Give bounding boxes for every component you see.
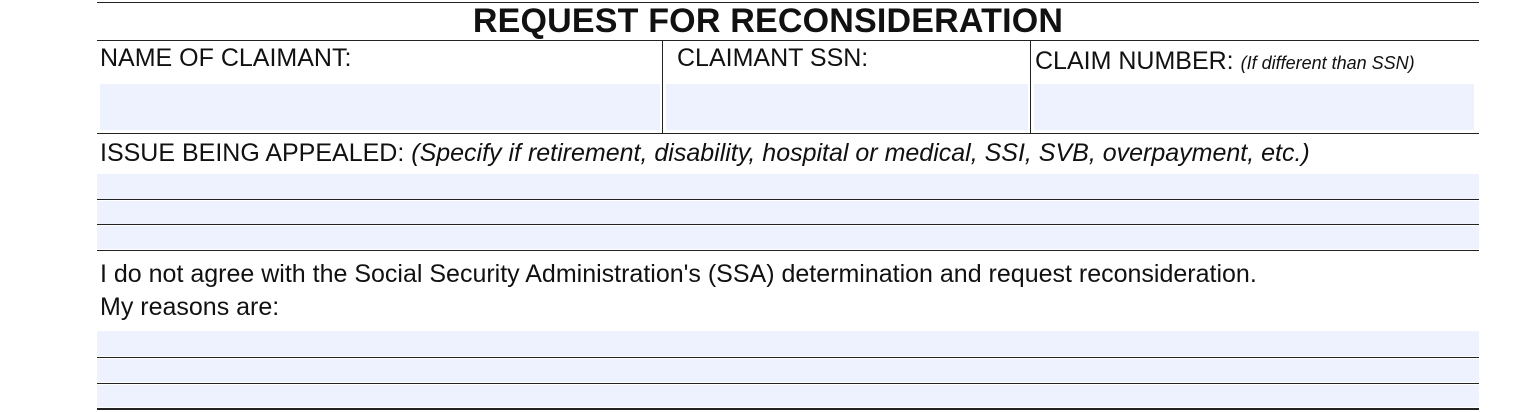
- issue-being-appealed-note: (Specify if retirement, disability, hospital or medical, SSI, SVB, overpayment, etc.): [411, 139, 1310, 167]
- reconsideration-statement: [100, 258, 1257, 324]
- statement-line-1: I do not agree with the Social Security Administration's (SSA) determination and request reconsideration.: [100, 260, 1257, 288]
- column-divider-1: [662, 40, 663, 134]
- form-bottom-border: [97, 408, 1479, 410]
- issue-rule-1: [97, 199, 1479, 200]
- reason-line-1[interactable]: [97, 331, 1479, 356]
- reason-line-2[interactable]: [97, 359, 1479, 382]
- statement-line-2: My reasons are:: [100, 293, 280, 321]
- issue-line-1[interactable]: [97, 174, 1479, 199]
- column-divider-2: [1030, 40, 1031, 134]
- claim-number-field[interactable]: [1034, 84, 1474, 130]
- issue-line-3[interactable]: [97, 226, 1479, 249]
- claim-number-note: (If different than SSN): [1240, 53, 1415, 73]
- reason-rule-1: [97, 357, 1479, 358]
- issue-rule-3: [97, 250, 1479, 251]
- issue-rule-2: [97, 224, 1479, 225]
- issue-being-appealed-label: ISSUE BEING APPEALED:: [100, 139, 405, 167]
- form-title: REQUEST FOR RECONSIDERATION: [472, 2, 1064, 40]
- claim-number-label: CLAIM NUMBER:: [1035, 47, 1234, 75]
- claimant-row-bottom-border: [97, 133, 1479, 134]
- name-of-claimant-field[interactable]: [100, 84, 660, 130]
- reason-rule-2: [97, 383, 1479, 384]
- reason-line-3[interactable]: [97, 385, 1479, 407]
- issue-being-appealed-label-group: [100, 138, 1310, 168]
- claim-number-label-group: [1035, 46, 1415, 78]
- name-of-claimant-label: NAME OF CLAIMANT:: [100, 44, 352, 72]
- header-row-border: [97, 40, 1479, 41]
- claimant-ssn-label: CLAIMANT SSN:: [677, 44, 869, 72]
- claimant-ssn-field[interactable]: [666, 84, 1028, 130]
- issue-line-2[interactable]: [97, 201, 1479, 224]
